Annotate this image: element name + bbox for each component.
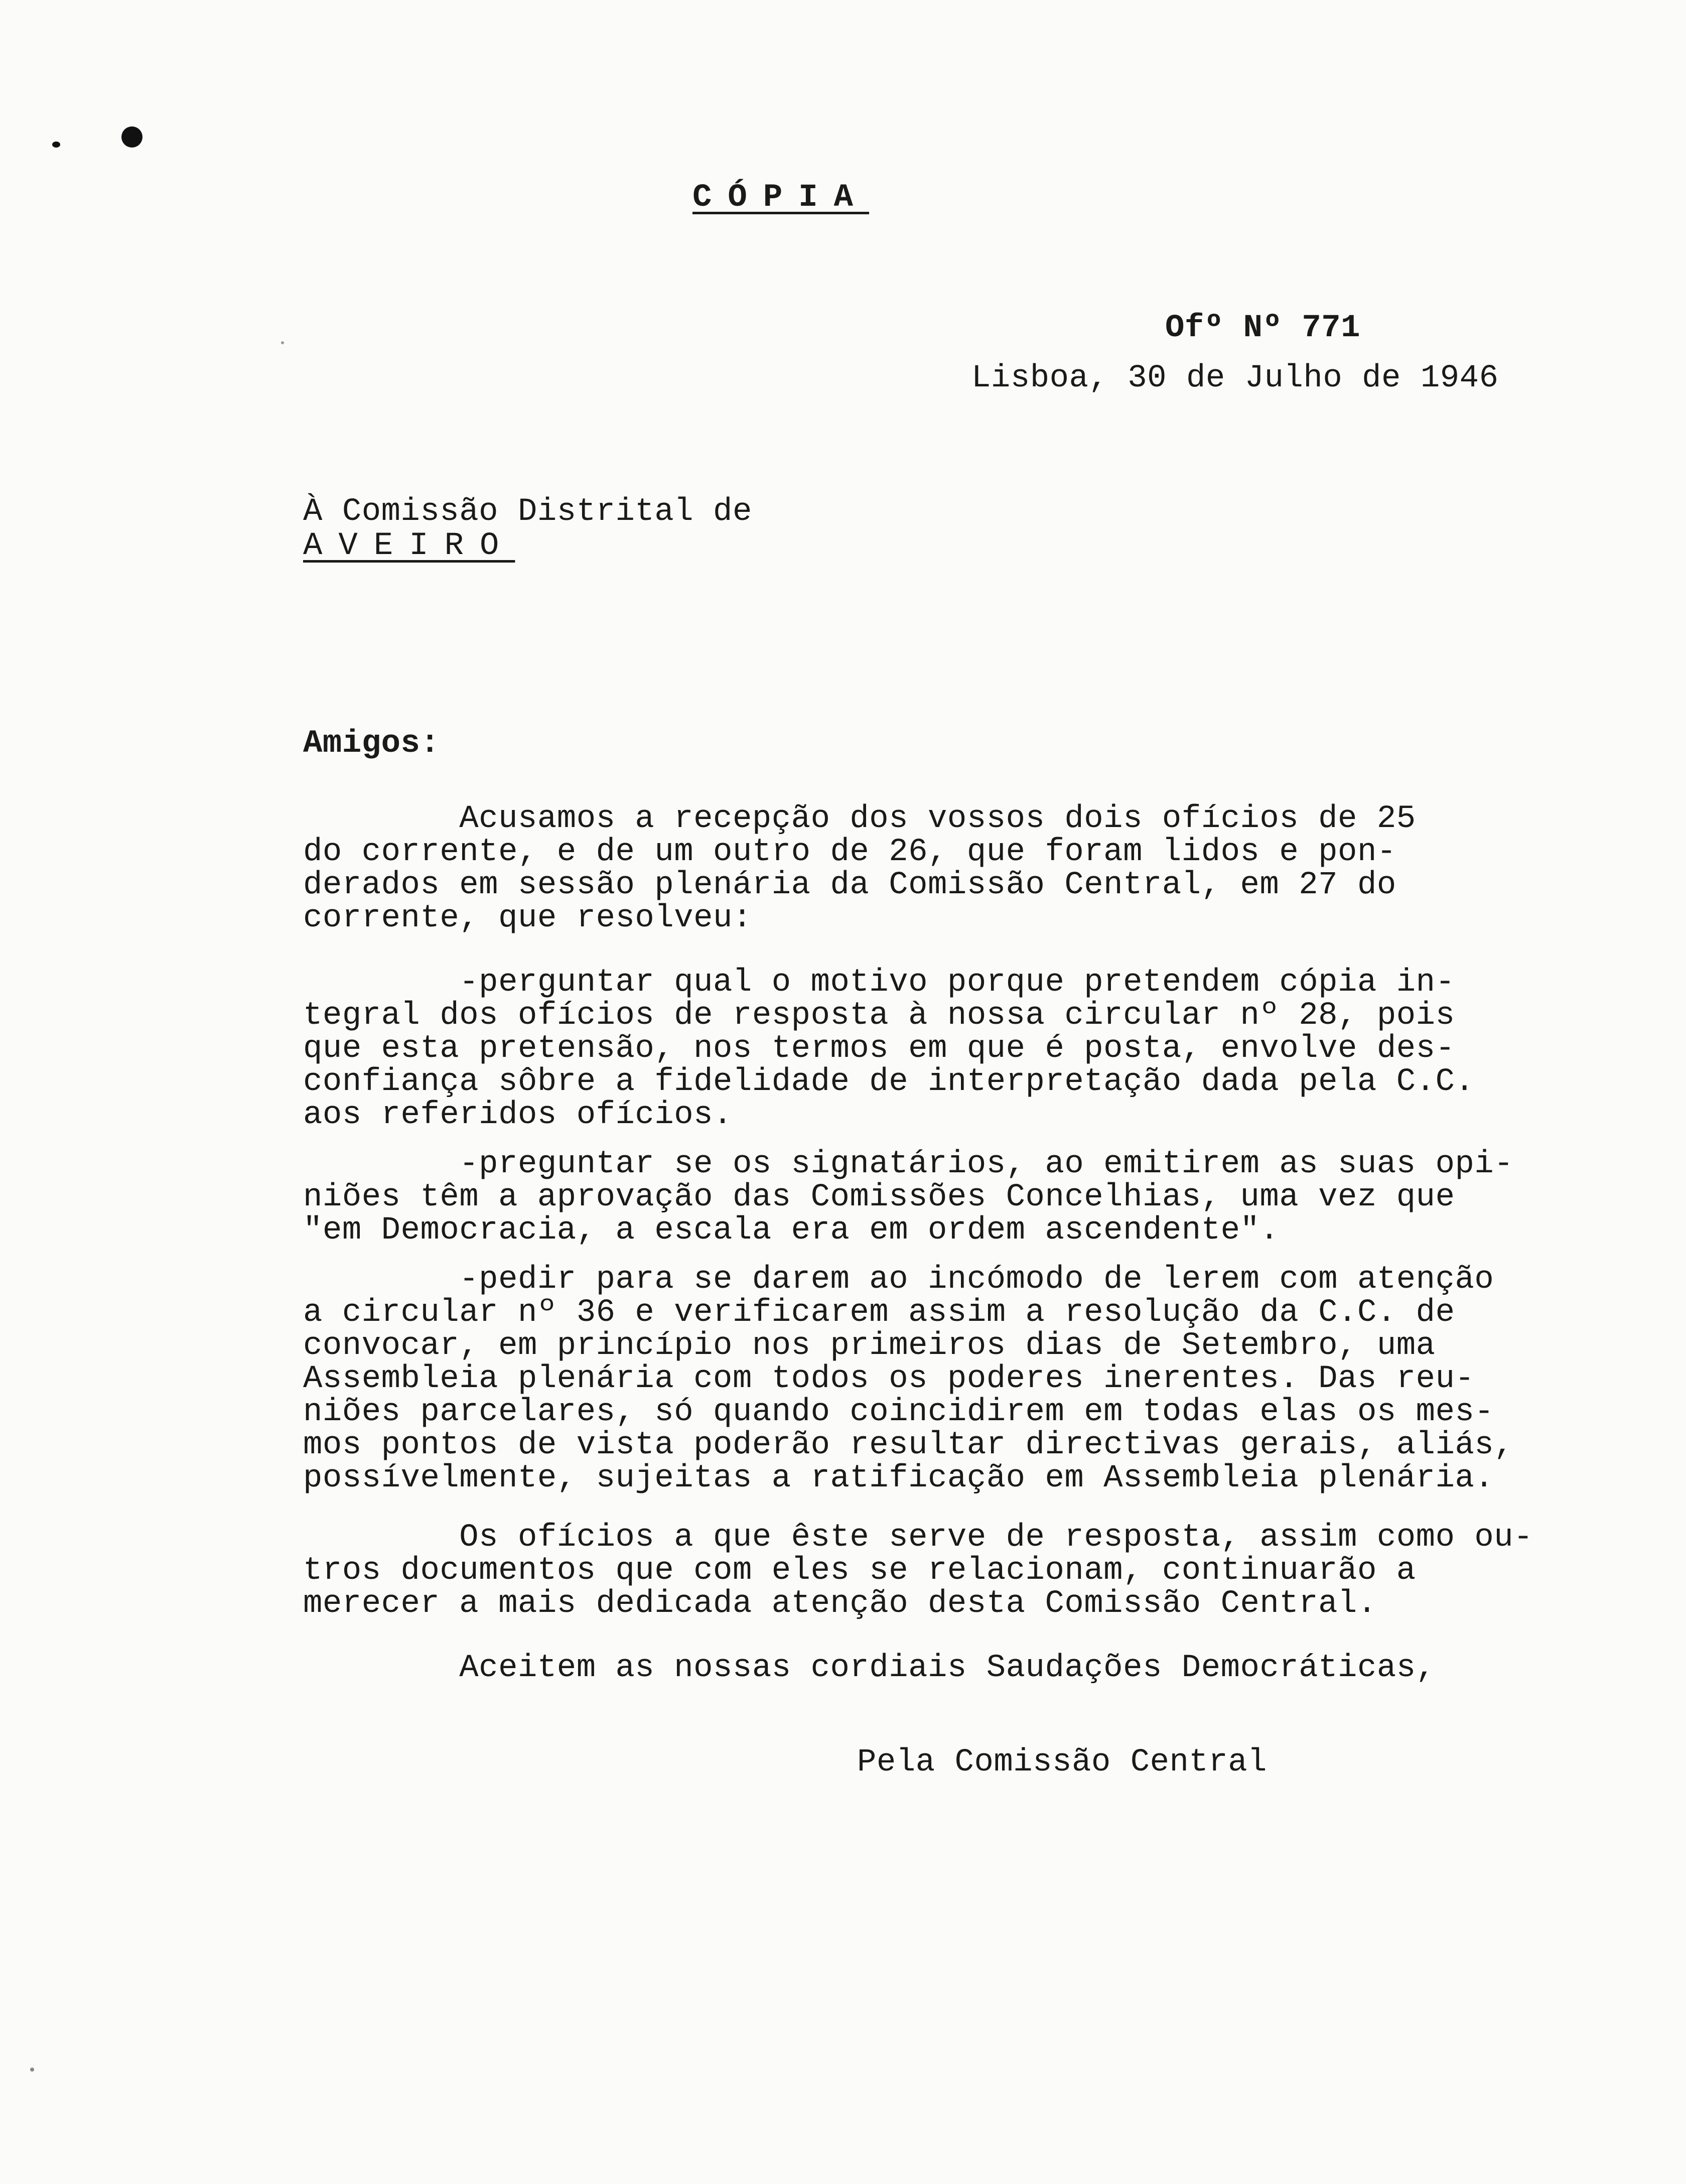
text-line: -perguntar qual o motivo porque pretendem cópia in- <box>303 965 1455 1001</box>
scan-speck <box>30 2068 34 2072</box>
text-line: Acusamos a recepção dos vossos dois ofícios de 25 <box>303 801 1416 837</box>
text-line: Os ofícios a que êste serve de resposta, assim como ou- <box>303 1520 1533 1556</box>
salutation: Amigos: <box>303 726 440 762</box>
text-line: mos pontos de vista poderão resultar directivas gerais, aliás, <box>303 1427 1514 1463</box>
text-line: Aceitem as nossas cordiais Saudações Democráticas, <box>303 1650 1436 1686</box>
recipient-line: À Comissão Distrital de <box>303 494 752 530</box>
recipient-district: AVEIRO <box>303 528 515 564</box>
text-line: confiança sôbre a fidelidade de interpretação dada pela C.C. <box>303 1064 1475 1100</box>
text-line: Assembleia plenária com todos os poderes inerentes. Das reu- <box>303 1361 1475 1397</box>
text-line: do corrente, e de um outro de 26, que foram lidos e pon- <box>303 834 1396 870</box>
ink-speck <box>121 126 143 148</box>
text-line: -preguntar se os signatários, ao emitirem as suas opi- <box>303 1146 1514 1182</box>
text-line: aos referidos ofícios. <box>303 1097 733 1133</box>
signature-line: Pela Comissão Central <box>857 1744 1268 1781</box>
ink-speck <box>52 142 60 148</box>
text-line: "em Democracia, a escala era em ordem ascendente". <box>303 1212 1280 1249</box>
scan-speck <box>281 341 284 344</box>
text-line: corrente, que resolveu: <box>303 900 752 936</box>
date-line: Lisboa, 30 de Julho de 1946 <box>971 360 1499 396</box>
text-line: niões têm a aprovação das Comissões Concelhias, uma vez que <box>303 1179 1455 1215</box>
reference-number: Ofº Nº 771 <box>1165 310 1361 346</box>
document-title: CÓPIA <box>692 180 870 216</box>
text-line: que esta pretensão, nos termos em que é posta, envolve des- <box>303 1031 1455 1067</box>
text-line: a circular nº 36 e verificarem assim a resolução da C.C. de <box>303 1295 1455 1331</box>
text-line: possívelmente, sujeitas a ratificação em Assembleia plenária. <box>303 1460 1494 1496</box>
text-line: convocar, em princípio nos primeiros dias de Setembro, uma <box>303 1328 1436 1364</box>
text-line: niões parcelares, só quando coincidirem em todas elas os mes- <box>303 1394 1494 1430</box>
text-line: merecer a mais dedicada atenção desta Comissão Central. <box>303 1586 1377 1622</box>
text-line: tros documentos que com eles se relacionam, continuarão a <box>303 1553 1416 1589</box>
text-line: -pedir para se darem ao incómodo de lerem com atenção <box>303 1262 1494 1298</box>
text-line: derados em sessão plenária da Comissão Central, em 27 do <box>303 867 1396 903</box>
text-line: tegral dos ofícios de resposta à nossa circular nº 28, pois <box>303 998 1455 1034</box>
